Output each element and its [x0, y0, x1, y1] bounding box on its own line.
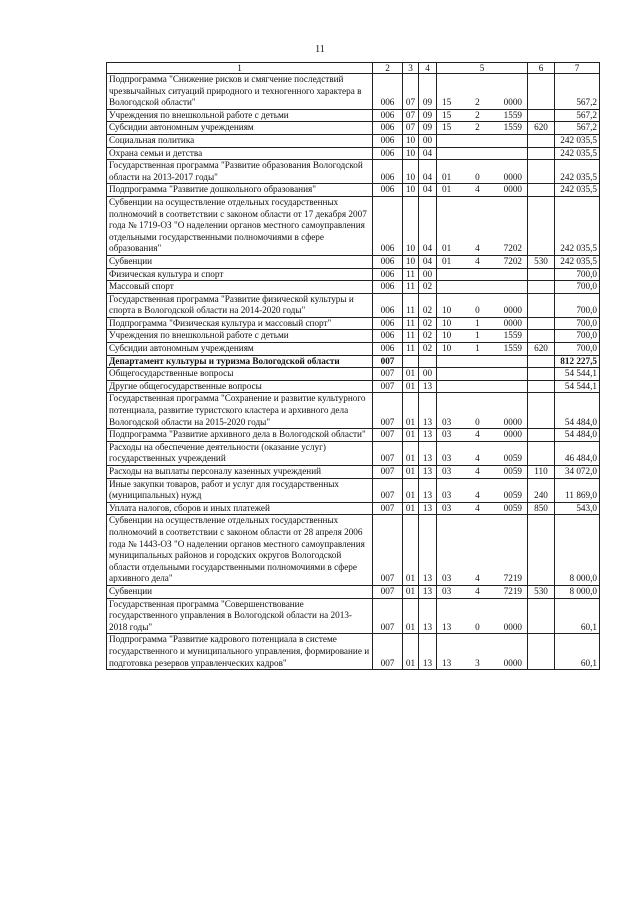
- row-name-cell: Государственная программа "Развитие физической культуры и спорта в Вологодской области на 2014-2020 годы": [107, 293, 373, 317]
- target-article-part: 4: [475, 429, 480, 440]
- target-article-part: 4: [475, 255, 480, 266]
- table-row: [107, 515, 600, 586]
- target-article-part: 4: [475, 585, 480, 596]
- target-article-cell: [437, 184, 528, 197]
- ministry-code-cell: 007: [373, 380, 403, 393]
- ministry-code-cell: 007: [373, 393, 403, 429]
- subsection-code-cell: 09: [419, 74, 437, 110]
- subsection-code-cell: 13: [419, 380, 437, 393]
- subsection-code-cell: 04: [419, 196, 437, 255]
- amount-cell: 700,0: [555, 330, 600, 343]
- target-article-cell: [437, 330, 528, 343]
- subsection-code-cell: 00: [419, 268, 437, 281]
- amount-cell: 700,0: [555, 281, 600, 294]
- ministry-code-cell: 007: [373, 429, 403, 442]
- section-code-cell: 11: [403, 281, 419, 294]
- expense-type-cell: [528, 293, 555, 317]
- target-article-part: 01: [442, 255, 452, 266]
- expense-type-cell: [528, 196, 555, 255]
- row-name-cell: Подпрограмма "Снижение рисков и смягчение последствий чрезвычайных ситуаций природного и техногенного характера в Вологодской области": [107, 74, 373, 110]
- ministry-code-cell: 006: [373, 293, 403, 317]
- ministry-code-cell: 007: [373, 466, 403, 479]
- target-article-cell: [437, 355, 528, 368]
- target-article-part: 1: [475, 317, 480, 328]
- expense-type-cell: [528, 598, 555, 634]
- table-row: [107, 466, 600, 479]
- row-name-cell: Расходы на обеспечение деятельности (оказание услуг) государственных учреждений: [107, 441, 373, 465]
- section-code-cell: 01: [403, 515, 419, 586]
- target-article-part: 13: [442, 657, 452, 668]
- expense-type-cell: [528, 184, 555, 197]
- amount-cell: 11 869,0: [555, 478, 600, 502]
- target-article-part: 0059: [503, 502, 522, 513]
- ministry-code-cell: 007: [373, 502, 403, 515]
- ministry-code-cell: 006: [373, 134, 403, 147]
- expense-type-cell: [528, 134, 555, 147]
- row-name-cell: Субвенции на осуществление отдельных государственных полномочий в соответствии с законом области от 17 декабря 2007 года № 1719-ОЗ "О наделении органов местного самоуправления отдельными государственными полномочиями в сфере образования": [107, 196, 373, 255]
- expense-type-cell: 620: [528, 343, 555, 356]
- target-article-cell: [437, 380, 528, 393]
- section-code-cell: 01: [403, 502, 419, 515]
- section-code-cell: 01: [403, 634, 419, 670]
- target-article-part: 03: [442, 429, 452, 440]
- subsection-code-cell: 13: [419, 634, 437, 670]
- ministry-code-cell: 006: [373, 160, 403, 184]
- row-name-cell: Уплата налогов, сборов и иных платежей: [107, 502, 373, 515]
- section-code-cell: 01: [403, 441, 419, 465]
- expense-type-cell: 530: [528, 255, 555, 268]
- ministry-code-cell: 007: [373, 585, 403, 598]
- target-article-part: 0000: [503, 416, 522, 427]
- target-article-cell: [437, 634, 528, 670]
- row-name-cell: Учреждения по внешкольной работе с детьми: [107, 330, 373, 343]
- ministry-code-cell: 006: [373, 330, 403, 343]
- target-article-part: 0059: [503, 466, 522, 476]
- target-article-part: 0: [475, 171, 480, 182]
- ministry-code-cell: 006: [373, 184, 403, 197]
- table-row: [107, 184, 600, 197]
- target-article-part: 4: [475, 490, 480, 501]
- amount-cell: 700,0: [555, 293, 600, 317]
- target-article-part: 15: [442, 122, 452, 133]
- table-row: [107, 441, 600, 465]
- expense-type-cell: [528, 393, 555, 429]
- target-article-part: 03: [442, 490, 452, 501]
- section-code-cell: 10: [403, 134, 419, 147]
- target-article-part: 0000: [503, 657, 522, 668]
- section-code-cell: 10: [403, 196, 419, 255]
- target-article-cell: [437, 441, 528, 465]
- expense-type-cell: [528, 515, 555, 586]
- header-cell: 5: [437, 63, 528, 74]
- subsection-code-cell: 13: [419, 585, 437, 598]
- target-article-cell: [437, 368, 528, 381]
- target-article-cell: [437, 109, 528, 122]
- expense-type-cell: [528, 429, 555, 442]
- table-row: [107, 585, 600, 598]
- expense-type-cell: [528, 268, 555, 281]
- section-code-cell: 10: [403, 160, 419, 184]
- section-code-cell: 10: [403, 255, 419, 268]
- row-name-cell: Субсидии автономным учреждениям: [107, 343, 373, 356]
- target-article-part: 4: [475, 502, 480, 513]
- amount-cell: 54 544,1: [555, 368, 600, 381]
- subsection-code-cell: 04: [419, 184, 437, 197]
- section-code-cell: 01: [403, 380, 419, 393]
- amount-cell: 700,0: [555, 317, 600, 330]
- target-article-part: 7202: [503, 243, 522, 254]
- section-code-cell: 11: [403, 293, 419, 317]
- amount-cell: 242 035,5: [555, 160, 600, 184]
- target-article-part: 15: [442, 109, 452, 120]
- ministry-code-cell: 007: [373, 368, 403, 381]
- target-article-cell: [437, 293, 528, 317]
- header-cell: 3: [403, 63, 419, 74]
- row-name-cell: Физическая культура и спорт: [107, 268, 373, 281]
- target-article-part: 0000: [503, 429, 522, 440]
- ministry-code-cell: 006: [373, 109, 403, 122]
- target-article-part: 7202: [503, 255, 522, 266]
- section-code-cell: 01: [403, 466, 419, 479]
- expense-type-cell: [528, 368, 555, 381]
- amount-cell: 8 000,0: [555, 515, 600, 586]
- section-code-cell: [403, 355, 419, 368]
- target-article-cell: [437, 255, 528, 268]
- target-article-part: 01: [442, 243, 452, 254]
- table-row: [107, 502, 600, 515]
- target-article-part: 01: [442, 184, 452, 195]
- target-article-cell: [437, 478, 528, 502]
- subsection-code-cell: 09: [419, 122, 437, 135]
- ministry-code-cell: 007: [373, 441, 403, 465]
- subsection-code-cell: 04: [419, 255, 437, 268]
- target-article-part: 0059: [503, 490, 522, 501]
- target-article-part: 4: [475, 243, 480, 254]
- amount-cell: 60,1: [555, 634, 600, 670]
- expense-type-cell: [528, 109, 555, 122]
- expense-type-cell: [528, 330, 555, 343]
- header-cell: 7: [555, 63, 600, 74]
- target-article-cell: [437, 393, 528, 429]
- ministry-code-cell: 006: [373, 74, 403, 110]
- expense-type-cell: [528, 74, 555, 110]
- table-row: [107, 134, 600, 147]
- row-name-cell: Подпрограмма "Физическая культура и массовый спорт": [107, 317, 373, 330]
- amount-cell: 242 035,5: [555, 134, 600, 147]
- table-row: [107, 598, 600, 634]
- row-name-cell: Государственная программа "Сохранение и развитие культурного потенциала, развитие туристского кластера и архивного дела Вологодской области на 2015-2020 годы": [107, 393, 373, 429]
- expense-type-cell: [528, 634, 555, 670]
- subsection-code-cell: 13: [419, 429, 437, 442]
- amount-cell: 567,2: [555, 109, 600, 122]
- expense-type-cell: [528, 147, 555, 160]
- amount-cell: 242 035,5: [555, 255, 600, 268]
- row-name-cell: Подпрограмма "Развитие архивного дела в Вологодской области": [107, 429, 373, 442]
- table-row: [107, 255, 600, 268]
- ministry-code-cell: 007: [373, 598, 403, 634]
- section-code-cell: 10: [403, 184, 419, 197]
- target-article-part: 0000: [503, 305, 522, 316]
- target-article-part: 0: [475, 621, 480, 632]
- target-article-part: 10: [442, 317, 452, 328]
- target-article-part: 0059: [503, 453, 522, 464]
- table-row: [107, 147, 600, 160]
- ministry-code-cell: 006: [373, 196, 403, 255]
- target-article-part: 4: [475, 573, 480, 584]
- subsection-code-cell: 13: [419, 393, 437, 429]
- target-article-part: 4: [475, 466, 480, 476]
- target-article-cell: [437, 429, 528, 442]
- target-article-cell: [437, 515, 528, 586]
- ministry-code-cell: 006: [373, 343, 403, 356]
- section-code-cell: 01: [403, 478, 419, 502]
- target-article-part: 0000: [503, 184, 522, 195]
- amount-cell: 700,0: [555, 343, 600, 356]
- ministry-code-cell: 006: [373, 268, 403, 281]
- amount-cell: 567,2: [555, 74, 600, 110]
- row-name-cell: Субвенции: [107, 585, 373, 598]
- target-article-cell: [437, 160, 528, 184]
- target-article-cell: [437, 196, 528, 255]
- section-code-cell: 07: [403, 122, 419, 135]
- section-code-cell: 11: [403, 268, 419, 281]
- target-article-cell: [437, 122, 528, 135]
- table-row: [107, 330, 600, 343]
- row-name-cell: Расходы на выплаты персоналу казенных учреждений: [107, 466, 373, 479]
- ministry-code-cell: 007: [373, 515, 403, 586]
- table-row: [107, 429, 600, 442]
- header-cell: 4: [419, 63, 437, 74]
- target-article-cell: [437, 343, 528, 356]
- budget-table: [106, 62, 600, 670]
- amount-cell: 46 484,0: [555, 441, 600, 465]
- header-cell: 1: [107, 63, 373, 74]
- target-article-part: 2: [475, 122, 480, 133]
- ministry-code-cell: 007: [373, 355, 403, 368]
- subsection-code-cell: 02: [419, 293, 437, 317]
- row-name-cell: Субвенции: [107, 255, 373, 268]
- target-article-part: 03: [442, 502, 452, 513]
- row-name-cell: Охрана семьи и детства: [107, 147, 373, 160]
- target-article-part: 1559: [503, 122, 522, 133]
- target-article-part: 1: [475, 343, 480, 354]
- ministry-code-cell: 007: [373, 478, 403, 502]
- amount-cell: 242 035,5: [555, 184, 600, 197]
- row-name-cell: Государственная программа "Совершенствование государственного управления в Вологодской области на 2013-2018 годы": [107, 598, 373, 634]
- target-article-part: 01: [442, 171, 452, 182]
- table-row: [107, 196, 600, 255]
- row-name-cell: Подпрограмма "Развитие дошкольного образования": [107, 184, 373, 197]
- target-article-part: 10: [442, 305, 452, 316]
- section-code-cell: 07: [403, 109, 419, 122]
- amount-cell: 54 484,0: [555, 393, 600, 429]
- table-row: [107, 478, 600, 502]
- section-code-cell: 11: [403, 343, 419, 356]
- target-article-cell: [437, 585, 528, 598]
- target-article-part: 0000: [503, 621, 522, 632]
- amount-cell: 8 000,0: [555, 585, 600, 598]
- subsection-code-cell: 04: [419, 160, 437, 184]
- expense-type-cell: 530: [528, 585, 555, 598]
- expense-type-cell: [528, 355, 555, 368]
- subsection-code-cell: 00: [419, 134, 437, 147]
- subsection-code-cell: 13: [419, 502, 437, 515]
- target-article-part: 13: [442, 621, 452, 632]
- subsection-code-cell: 13: [419, 598, 437, 634]
- target-article-part: 0000: [503, 171, 522, 182]
- subsection-code-cell: 02: [419, 330, 437, 343]
- expense-type-cell: [528, 281, 555, 294]
- amount-cell: 700,0: [555, 268, 600, 281]
- target-article-part: 03: [442, 416, 452, 427]
- target-article-part: 10: [442, 343, 452, 354]
- section-code-cell: 10: [403, 147, 419, 160]
- subsection-code-cell: 09: [419, 109, 437, 122]
- target-article-part: 0: [475, 416, 480, 427]
- target-article-cell: [437, 466, 528, 479]
- section-code-cell: 01: [403, 368, 419, 381]
- expense-type-cell: 620: [528, 122, 555, 135]
- expense-type-cell: [528, 317, 555, 330]
- ministry-code-cell: 006: [373, 317, 403, 330]
- table-row: [107, 281, 600, 294]
- row-name-cell: Иные закупки товаров, работ и услуг для государственных (муниципальных) нужд: [107, 478, 373, 502]
- subsection-code-cell: 02: [419, 281, 437, 294]
- target-article-part: 0000: [503, 317, 522, 328]
- subsection-code-cell: 13: [419, 515, 437, 586]
- section-code-cell: 07: [403, 74, 419, 110]
- amount-cell: 34 072,0: [555, 466, 600, 479]
- expense-type-cell: [528, 441, 555, 465]
- amount-cell: 242 035,5: [555, 196, 600, 255]
- row-name-cell: Государственная программа "Развитие образования Вологодской области на 2013-2017 годы": [107, 160, 373, 184]
- expense-type-cell: 110: [528, 466, 555, 479]
- header-cell: 2: [373, 63, 403, 74]
- target-article-part: 3: [475, 657, 480, 668]
- amount-cell: 543,0: [555, 502, 600, 515]
- target-article-cell: [437, 147, 528, 160]
- table-row: [107, 74, 600, 110]
- table-row: [107, 380, 600, 393]
- expense-type-cell: [528, 380, 555, 393]
- target-article-part: 1559: [503, 109, 522, 120]
- subsection-code-cell: 13: [419, 478, 437, 502]
- section-code-cell: 11: [403, 330, 419, 343]
- target-article-cell: [437, 281, 528, 294]
- row-name-cell: Субвенции на осуществление отдельных государственных полномочий в соответствии с законом области от 28 апреля 2006 года № 1443-ОЗ "О наделении органов местного самоуправления муниципальных районов и городских округов Вологодской области отдельными государственными полномочиями в сфере архивного дела": [107, 515, 373, 586]
- target-article-part: 4: [475, 453, 480, 464]
- target-article-part: 15: [442, 97, 452, 108]
- table-row: [107, 393, 600, 429]
- table-row: [107, 317, 600, 330]
- target-article-part: 03: [442, 466, 452, 476]
- table-row: [107, 109, 600, 122]
- row-name-cell: Департамент культуры и туризма Вологодской области: [107, 355, 373, 368]
- target-article-part: 10: [442, 330, 452, 341]
- section-code-cell: 01: [403, 429, 419, 442]
- target-article-part: 0: [475, 305, 480, 316]
- row-name-cell: Субсидии автономным учреждениям: [107, 122, 373, 135]
- target-article-part: 7219: [503, 573, 522, 584]
- target-article-part: 1559: [503, 330, 522, 341]
- row-name-cell: Учреждения по внешкольной работе с детьми: [107, 109, 373, 122]
- subsection-code-cell: 02: [419, 343, 437, 356]
- subsection-code-cell: 00: [419, 368, 437, 381]
- page-number: 11: [315, 44, 325, 55]
- ministry-code-cell: 007: [373, 634, 403, 670]
- table-header-row: [107, 63, 600, 74]
- amount-cell: 54 484,0: [555, 429, 600, 442]
- amount-cell: 812 227,5: [555, 355, 600, 368]
- amount-cell: 567,2: [555, 122, 600, 135]
- target-article-part: 03: [442, 573, 452, 584]
- subsection-code-cell: 13: [419, 466, 437, 479]
- table-row: [107, 293, 600, 317]
- target-article-cell: [437, 317, 528, 330]
- row-name-cell: Массовый спорт: [107, 281, 373, 294]
- target-article-part: 03: [442, 585, 452, 596]
- target-article-part: 1: [475, 330, 480, 341]
- expense-type-cell: 240: [528, 478, 555, 502]
- subsection-code-cell: 04: [419, 147, 437, 160]
- table-row: [107, 355, 600, 368]
- table-row: [107, 268, 600, 281]
- section-code-cell: 11: [403, 317, 419, 330]
- section-code-cell: 01: [403, 393, 419, 429]
- target-article-part: 03: [442, 453, 452, 464]
- table-row: [107, 160, 600, 184]
- row-name-cell: Подпрограмма "Развитие кадрового потенциала в системе государственного и муниципального управления, формирование и подготовка резервов управленческих кадров": [107, 634, 373, 670]
- section-code-cell: 01: [403, 598, 419, 634]
- section-code-cell: 01: [403, 585, 419, 598]
- amount-cell: 60,1: [555, 598, 600, 634]
- target-article-cell: [437, 502, 528, 515]
- table-row: [107, 634, 600, 670]
- ministry-code-cell: 006: [373, 122, 403, 135]
- ministry-code-cell: 006: [373, 281, 403, 294]
- target-article-part: 2: [475, 97, 480, 108]
- target-article-cell: [437, 74, 528, 110]
- target-article-cell: [437, 598, 528, 634]
- target-article-cell: [437, 268, 528, 281]
- subsection-code-cell: 02: [419, 317, 437, 330]
- expense-type-cell: 850: [528, 502, 555, 515]
- amount-cell: 242 035,5: [555, 147, 600, 160]
- subsection-code-cell: [419, 355, 437, 368]
- table-row: [107, 343, 600, 356]
- target-article-part: 7219: [503, 585, 522, 596]
- row-name-cell: Другие общегосударственные вопросы: [107, 380, 373, 393]
- subsection-code-cell: 13: [419, 441, 437, 465]
- header-cell: 6: [528, 63, 555, 74]
- table-row: [107, 122, 600, 135]
- amount-cell: 54 544,1: [555, 380, 600, 393]
- ministry-code-cell: 006: [373, 255, 403, 268]
- target-article-part: 4: [475, 184, 480, 195]
- target-article-part: 0000: [503, 97, 522, 108]
- table-row: [107, 368, 600, 381]
- row-name-cell: Общегосударственные вопросы: [107, 368, 373, 381]
- expense-type-cell: [528, 160, 555, 184]
- target-article-part: 2: [475, 109, 480, 120]
- row-name-cell: Социальная политика: [107, 134, 373, 147]
- target-article-cell: [437, 134, 528, 147]
- target-article-part: 1559: [503, 343, 522, 354]
- ministry-code-cell: 006: [373, 147, 403, 160]
